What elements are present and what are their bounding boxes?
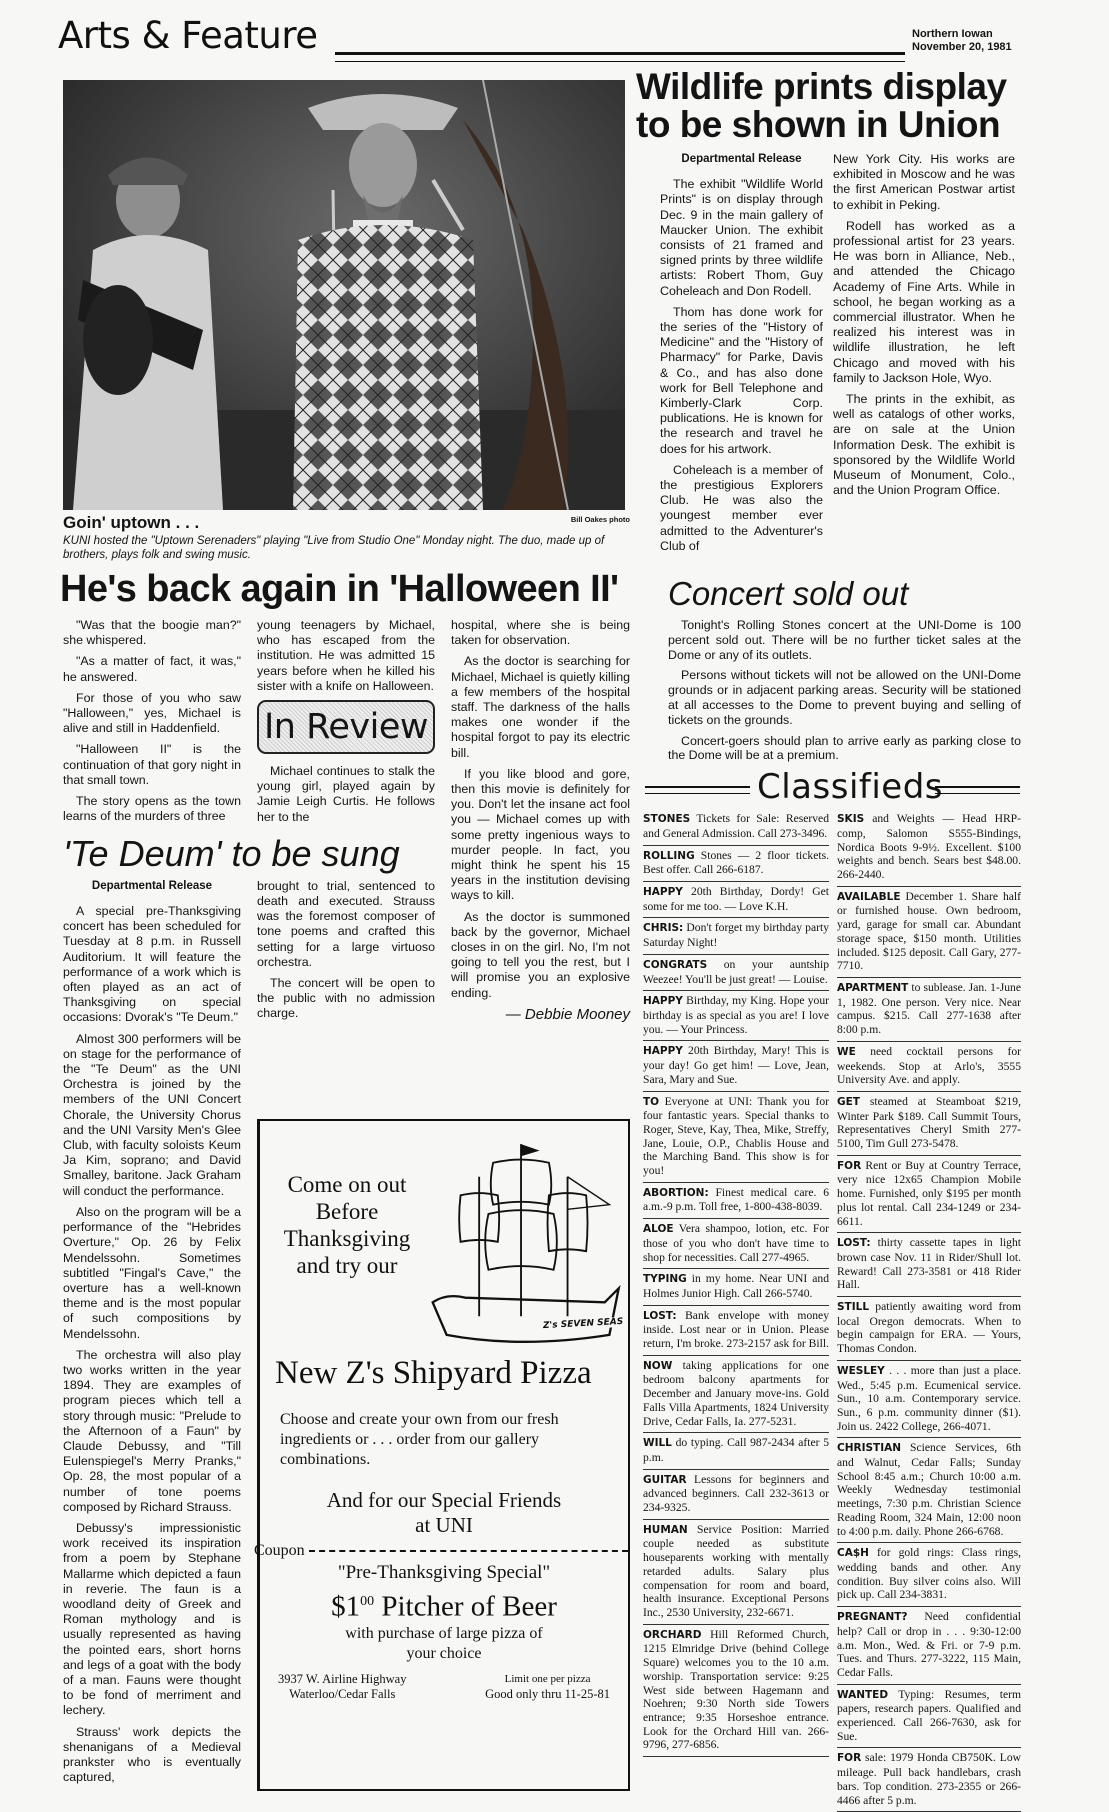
concert-photo (63, 80, 625, 510)
paragraph: As the doctor is searching for Michael, Michael is quietly killing a few members of the hospital staff. The darkness of the halls makes one wonder if the hospital forgot to pay its electric bill. (451, 654, 630, 760)
halloween-headline: He's back again in 'Halloween II' (60, 568, 619, 610)
wildlife-column-2 (833, 152, 1015, 560)
paragraph: New York City. His works are exhibited in Moscow and he was the first American Postwar artist to exhibit in Peking. (833, 152, 1015, 212)
paragraph: As the doctor is summoned back by the governor, Michael closes in on the girl. No, I'm not going to tell you the rest, but I will promise you an explosive ending. (451, 909, 630, 1000)
coupon-condition: with purchase of large pizza of your choice (345, 1625, 543, 1663)
classified-text: Lessons for beginners and advanced beginners. Call 232-3613 or 234-9325. (643, 1472, 829, 1515)
classified-ad (643, 809, 829, 845)
classified-text: thirty cassette tapes in light brown case Nov. 11 in Rider/Shull lot. Reward! Call 273-3581 or 418 Rider Hall. (837, 1236, 1021, 1292)
tedeum-column-1-body (63, 904, 241, 1785)
classified-text: Stones — 2 floor tickets. Best offer. Call 266-6187. (643, 848, 829, 877)
paragraph: The story opens as the town learns of the murders of three (63, 794, 241, 824)
paragraph: hospital, where she is being taken for observation. (451, 618, 630, 648)
classified-keyword: ALOE (643, 1223, 674, 1236)
classified-ad (643, 1219, 829, 1269)
tedeum-headline: 'Te Deum' to be sung (63, 832, 400, 874)
classified-ad (837, 887, 1021, 978)
publication-name: Northern Iowan (912, 28, 993, 40)
classified-text: on your auntship Weezee! You'll be just great! — Louise. (643, 957, 829, 986)
classified-text: and Weights — Head HRP-comp, Salomon S555-Bindings, Nordica Boots 9-9½. Excellent. $100 weights and bench. Sears best $48.00. 266-2440. (837, 812, 1021, 882)
classified-text: Service Position: Married couple needed as substitute houseparents working with mentally retarded adults. Salary plus compensation for room and board, health insurance. Exceptional Persons Inc., 2530 University, 232-6671. (643, 1522, 829, 1619)
halloween-column-1 (63, 618, 241, 831)
classified-ad (837, 1685, 1021, 1749)
coupon-terms (485, 1672, 610, 1702)
publication-date: November 20, 1981 (912, 41, 1012, 53)
classified-ad (643, 1092, 829, 1183)
classified-ad (643, 882, 829, 918)
classified-text: Finest medical care. 6 a.m.-9 p.m. Toll free, 1-800-438-8039. (643, 1185, 829, 1214)
photo-caption: KUNI hosted the "Uptown Serenaders" playing "Live from Studio One" Monday night. The duo, made up of brothers, plays folk and swing music. (63, 535, 605, 561)
paragraph: young teenagers by Michael, who has escaped from the institution. He was admitted 15 years before when he killed his sister with a knife on Halloween. (257, 618, 435, 693)
classified-text: to sublease. Jan. 1-June 1, 1982. One person. Very nice. Near campus. $215. Call 277-1638 after 8:00 p.m. (837, 980, 1021, 1037)
coupon-expiry: Good only thru 11-25-81 (485, 1687, 610, 1702)
classified-text: do typing. Call 987-2434 after 5 p.m. (643, 1436, 829, 1464)
classified-keyword: LOST: (643, 1309, 677, 1322)
classified-keyword: GUITAR (643, 1473, 687, 1486)
classified-ad (643, 1470, 829, 1520)
classified-keyword: HUMAN (643, 1523, 688, 1536)
paragraph: Tonight's Rolling Stones concert at the UNI-Dome is 100 percent sold out. There will be no further ticket sales at the Dome or any of its outlets. (668, 618, 1021, 662)
classified-keyword: LOST: (837, 1237, 871, 1250)
classified-ad (837, 809, 1021, 887)
classified-keyword: STILL (837, 1301, 870, 1314)
halloween-column-2 (257, 618, 435, 831)
price-dollars: $1 (331, 1590, 361, 1623)
classified-keyword: PREGNANT? (837, 1611, 908, 1624)
classified-text: 20th Birthday, Dordy! Get some for me too. — Love K.H. (643, 885, 829, 913)
paragraph: For those of you who saw "Halloween," yes, Michael is alive and still in Haddenfield. (63, 690, 241, 736)
ad-top (260, 1121, 628, 1354)
wildlife-columns (636, 152, 1021, 560)
coupon-label: Coupon (254, 1541, 305, 1559)
ad-logo-text: Z's SEVEN SEAS (542, 1316, 624, 1331)
in-review-badge: In Review (257, 700, 435, 754)
paragraph: If you like blood and gore, then this movie is definitely for you. Don't let the insane act fool you — Michael comes up with some pretty ingenious ways to murder people. In fact, you might think he spent his 15 years in the institution devising ways to kill. (451, 766, 630, 903)
classified-keyword: SKIS (837, 813, 865, 826)
coupon-offer (260, 1584, 628, 1625)
classified-keyword: HAPPY (643, 995, 683, 1008)
classified-ad (837, 1748, 1021, 1812)
classified-text: Everyone at UNI: Thank you for four fantastic years. Special thanks to Roger, Steve, Kay, Thea, Mike, Streffy, Jane, Louie, O.P., Chablis House and the Marching Band. This show is for you! (643, 1094, 829, 1178)
classified-keyword: HAPPY (643, 1045, 683, 1058)
classified-ad (643, 1269, 829, 1305)
paragraph: brought to trial, sentenced to death and executed. Strauss was the foremost composer of tone poems and crafted this setting for a large virtuoso orchestra. (257, 878, 435, 969)
classified-text: for gold rings: Class rings, wedding bands and other. Any condition. Buy silver coins also. Will pick up. Call 234-3831. (837, 1546, 1021, 1602)
classified-ad (837, 1361, 1021, 1439)
classified-ad (643, 1041, 829, 1091)
classifieds-header (645, 767, 1021, 809)
classified-text: in my home. Near UNI and Holmes Junior High. Call 266-5740. (643, 1272, 829, 1300)
classified-text: Don't forget my birthday party Saturday Night! (643, 921, 829, 950)
ship-logo (428, 1139, 628, 1354)
ad-pitch: Choose and create your own from our fresh ingredients or . . . order from our gallery combinations. (280, 1410, 559, 1468)
ad-address (278, 1672, 406, 1702)
classified-keyword: ABORTION: (643, 1186, 709, 1199)
ad-restaurant-name: New Z's Shipyard Pizza (275, 1354, 592, 1391)
paragraph: Persons without tickets will not be allowed on the UNI-Dome grounds or in adjacent parking areas. Security will be stationed at all accesses to the Dome to prevent buying and selling of tickets on the grounds. (668, 668, 1021, 727)
classified-ad (643, 918, 829, 954)
tedeum-column-2 (257, 879, 435, 1107)
wildlife-column-1 (660, 152, 823, 560)
classified-ad (837, 1607, 1021, 1685)
paragraph: Also on the program will be a performance of the "Hebrides Overture," Op. 26 by Felix Mendelssohn. Sometimes subtitled "Fingal's Cave," the overture has a well-known theme and is the most popular of such compositions by Mendelssohn. (63, 1204, 241, 1341)
classified-keyword: TYPING (643, 1273, 687, 1286)
classified-ad (643, 1183, 829, 1219)
classified-text: December 1. Share half or furnished house. Own bedroom, yard, garage for small car. Abundant storage space, $150 month. Utilities included. $125 deposit. Call Gary, 277-7710. (837, 889, 1021, 973)
classified-ad (643, 991, 829, 1041)
paragraph: The orchestra will also play two works written in the year 1894. They are examples of program pieces which tell a story through music: "Prelude to the Afternoon of a Faun" by Claude Debussy, and "Till Eulenspiegel's Merry Pranks," Op. 28, the most popular of a number of tone poems composed by Richard Strauss. (63, 1347, 241, 1514)
review-author: — Debbie Mooney (505, 1005, 630, 1023)
classified-keyword: NOW (643, 1359, 673, 1372)
story-grid (63, 618, 630, 1791)
classified-ad (837, 1042, 1021, 1092)
classified-ad (643, 1356, 829, 1434)
classified-ad (643, 1625, 829, 1757)
caption-row (63, 513, 630, 533)
classified-keyword: WESLEY (837, 1364, 885, 1377)
wildlife-headline: Wildlife prints display to be shown in Union (636, 66, 1007, 145)
paragraph: The concert will be open to the public with no admission charge. (257, 976, 435, 1021)
classified-text: . . . more than just a place. Wed., 5:45 p.m. Ecumenical service. Sun., 10 a.m. Contemporary service. Sun., 6 p.m. community dinner ($1). Join us. 2422 College, 266-4071. (837, 1363, 1021, 1433)
paragraph: Rodell has worked as a professional artist for 23 years. He was born in Alliance, Neb., and attended the Chicago Academy of Fine Arts. While in school, he began working as a commercial illustrator. When he realized his interest was in wildlife illustration, he left Chicago and moved with his family to Jackson Hole, Wyo. (833, 218, 1015, 385)
paragraph: The prints in the exhibit, as well as catalogs of other works, are on sale at the Union Information Desk. The exhibit is sponsored by the Wildlife World Museum of Monument, Colo., and the Union Program Office. (833, 392, 1015, 498)
musicians-photo-image (63, 80, 625, 510)
right-region (636, 68, 1021, 1812)
classifieds-columns (643, 809, 1021, 1812)
classified-text: Tickets for Sale: Reserved and General Admission. Call 273-3496. (643, 812, 829, 840)
photo-credit: Bill Oakes photo (570, 515, 630, 524)
wildlife-column-1-body (660, 177, 823, 554)
wildlife-byline: Departmental Release (681, 153, 802, 165)
classified-keyword: APARTMENT (837, 981, 909, 994)
ad-special: And for our Special Friends at UNI (326, 1487, 562, 1537)
halloween-column-3-body (451, 618, 630, 1001)
classified-keyword: STONES (643, 813, 691, 826)
halloween-column-3 (451, 618, 630, 1107)
coupon-cut-line (309, 1550, 628, 1552)
classified-keyword: CA$H (837, 1547, 869, 1560)
paragraph: Michael continues to stalk the young girl, played again by Jamie Leigh Curtis. He follows her to the (257, 764, 435, 824)
classifieds-rule-left (645, 786, 750, 794)
classified-text: Typing: Resumes, term papers, research papers. Qualified and experienced. Call 266-7630, ask for Sue. (837, 1687, 1021, 1743)
classified-keyword: GET (837, 1095, 860, 1108)
classified-keyword: FOR (837, 1159, 862, 1172)
address-line-1: 3937 W. Airline Highway (278, 1672, 407, 1687)
paragraph: "Was that the boogie man?" she whispered. (63, 618, 241, 648)
photo-caption-headline: Goin' uptown . . . (63, 513, 200, 532)
ad-bottom (260, 1664, 628, 1702)
classified-ad (643, 1433, 829, 1469)
classified-text: taking applications for one bedroom balcony apartments for December and January move-ins. Gold Falls Villa Apartments, 1824 University Drive, Cedar Falls, Ia. 277-5231. (643, 1358, 829, 1428)
classified-keyword: TO (643, 1095, 660, 1108)
classified-keyword: CHRIS: (643, 922, 684, 935)
classified-keyword: WE (837, 1045, 856, 1058)
classified-text: Hill Reformed Church, 1215 Elmridge Drive (behind College Square) welcomes you to the 10 a.m. worship. Transportation service: 9:25 West side between Hagemann and Noehren; 9:30 North side Towers entrance; 9:35 Horseshoe entrance. Look for the Orchard Hill van. 266-9796, 277-6856. (643, 1627, 829, 1752)
paragraph: Almost 300 performers will be on stage for the performance of the "Te Deum" as the UNI Orchestra is joined by the members of the UNI Concert Chorale, the University Chorus and the UNI Varsity Men's Glee Club, with faculty soloists Keum Ja Kim, soprano; and David Smalley, baritone. Jack Graham will conduct the performance. (63, 1031, 241, 1198)
classifieds-title: Classifieds (757, 767, 944, 808)
classified-text: need cocktail persons for weekends. Stop at Arlo's, 3555 University Ave. and apply. (837, 1044, 1021, 1087)
title-rule (335, 52, 905, 62)
classified-ad (837, 1156, 1021, 1234)
masthead (912, 28, 1012, 54)
classified-text: patiently awaiting word from local Oregon democrats. When to begin campaign for ERA. — Yours, Thomas Condon. (837, 1300, 1021, 1356)
paragraph: Strauss' work depicts the shenanigans of a Medieval prankster who is eventually captured, (63, 1724, 241, 1785)
classified-ad (643, 1306, 829, 1356)
tedeum-column-1 (63, 879, 241, 1792)
concert-headline: Concert sold out (668, 575, 909, 613)
classified-ad (837, 1543, 1021, 1607)
tedeum-byline: Departmental Release (91, 879, 213, 892)
classified-keyword: CHRISTIAN (837, 1442, 902, 1455)
coupon-limit: Limit one per pizza (504, 1673, 591, 1686)
classified-keyword: WILL (643, 1437, 672, 1450)
classified-keyword: ROLLING (643, 849, 695, 862)
section-title: Arts & Feature (58, 14, 318, 57)
left-region (60, 80, 630, 1791)
classified-keyword: CONGRATS (643, 958, 708, 971)
classified-text: Science Services, 6th and Walnut, Cedar Falls; Sunday School 8:45 a.m.; Church 10:00 a.m. Weekly Wednesday testimonial meetings, 7:30 p.m. Christian Science Reading Room, 324 Main, 12:00 noon to 4:00 p.m. daily. Phone 266-6768. (837, 1441, 1021, 1538)
classified-keyword: WANTED (837, 1688, 889, 1701)
classified-text: Rent or Buy at Country Terrace, very nice 12x65 Champion Mobile home. Furnished, only $195 per month plus lot rental. Call 234-1249 or 234-6611. (837, 1158, 1021, 1228)
classified-text: Need confidential help? Call or drop in . . . 9:30-12:00 a.m. Mon., Wed. & Fri. or 7-9 p.m. Tues. and Thurs. 277-3222, 115 Main, Cedar Falls. (837, 1610, 1021, 1679)
coupon-title: "Pre-Thanksgiving Special" (337, 1561, 551, 1583)
classified-text: Bank envelope with money inside. Lost near or in Union. Please return, I'm broke. 273-2157 ask for Bill. (643, 1308, 829, 1351)
classified-text: sale: 1979 Honda CB750K. Low mileage. Pull back handlebars, crash bars. Top condition. 273-2355 or 266-4466 after 5 p.m. (837, 1751, 1021, 1807)
classified-text: steamed at Steamboat $219, Winter Park $189. Call Summit Tours, Representatives Cheryl Smith 277-5100, Tim Gull 273-5478. (837, 1094, 1021, 1151)
paragraph: Thom has done work for the series of the "History of Medicine" and the "History of Pharmacy" for Parke, Davis & Co., and has also done work for Bell Telephone and Kimberly-Clark Corp. publications. He is known for the research and travel he does for his artwork. (660, 304, 823, 456)
paragraph: Debussy's impressionistic work received its inspiration from a poem by Stephane Mallarme which depicted a faun in reverie. The faun is a woodland deity of Greek and Roman mythology and is usually represented as having the pointed ears, short horns and legs of a goat with the body of a man. Fauns were thought to be fond of merriment and lechery. (63, 1520, 241, 1718)
classified-ad (837, 978, 1021, 1042)
address-line-2: Waterloo/Cedar Falls (289, 1687, 396, 1702)
classified-ad (643, 1520, 829, 1625)
classified-keyword: ORCHARD (643, 1628, 702, 1641)
classifieds-column-2 (837, 809, 1021, 1812)
paragraph: A special pre-Thanksgiving concert has been scheduled for Tuesday at 8 p.m. in Russell Auditorium. It will feature the performance of a work which is often played as an act of Thanksgiving on special occasions: Dvorak's "Te Deum." (63, 904, 241, 1025)
classified-keyword: HAPPY (643, 886, 683, 899)
paragraph: "Halloween II" is the continuation of that gory night in that small town. (63, 742, 241, 787)
classified-ad (837, 1438, 1021, 1543)
classified-text: 20th Birthday, Mary! This is your day! Go get him! — Love, Jean, Sara, Mary and Sue. (643, 1044, 829, 1086)
paragraph: The exhibit "Wildlife World Prints" is on display through Dec. 9 in the main gallery of Maucker Union. The exhibit consists of 21 framed and signed prints by three wildlife artists: Robert Thom, Guy Coheleach and Don Rodell. (660, 177, 823, 298)
paragraph: "As a matter of fact, it was," he answered. (63, 654, 241, 684)
wildlife-column-2-body (833, 219, 1015, 499)
classified-ad (643, 955, 829, 991)
coupon-row (250, 1542, 628, 1560)
classifieds-column-1 (643, 809, 829, 1812)
paragraph: Coheleach is a member of the prestigious Explorers Club. He was also the youngest member ever admitted to the Adventurer's Club of (660, 462, 823, 553)
classified-ad (643, 846, 829, 882)
classified-keyword: FOR (837, 1752, 862, 1765)
shipyard-pizza-ad (254, 1119, 630, 1792)
classified-ad (837, 1092, 1021, 1156)
paragraph: Concert-goers should plan to arrive early as parking close to the Dome will be at a premium. (668, 733, 1021, 763)
classified-keyword: AVAILABLE (837, 890, 901, 903)
classifieds-rule-right (935, 786, 1020, 794)
concert-article (668, 618, 1021, 763)
classified-text: Vera shampoo, lotion, etc. For those of you who don't have time to shop for necessities. Call 277-4965. (643, 1222, 829, 1264)
classified-ad (837, 1297, 1021, 1361)
offer-item: Pitcher of Beer (381, 1590, 557, 1623)
price-cents: 00 (360, 1593, 375, 1609)
classified-ad (837, 1233, 1021, 1297)
ad-intro: Come on out Before Thanksgiving and try our (283, 1171, 411, 1278)
classified-text: Birthday, my King. Hope your birthday is as special as you are! I love you. — Your Princess. (643, 994, 829, 1036)
